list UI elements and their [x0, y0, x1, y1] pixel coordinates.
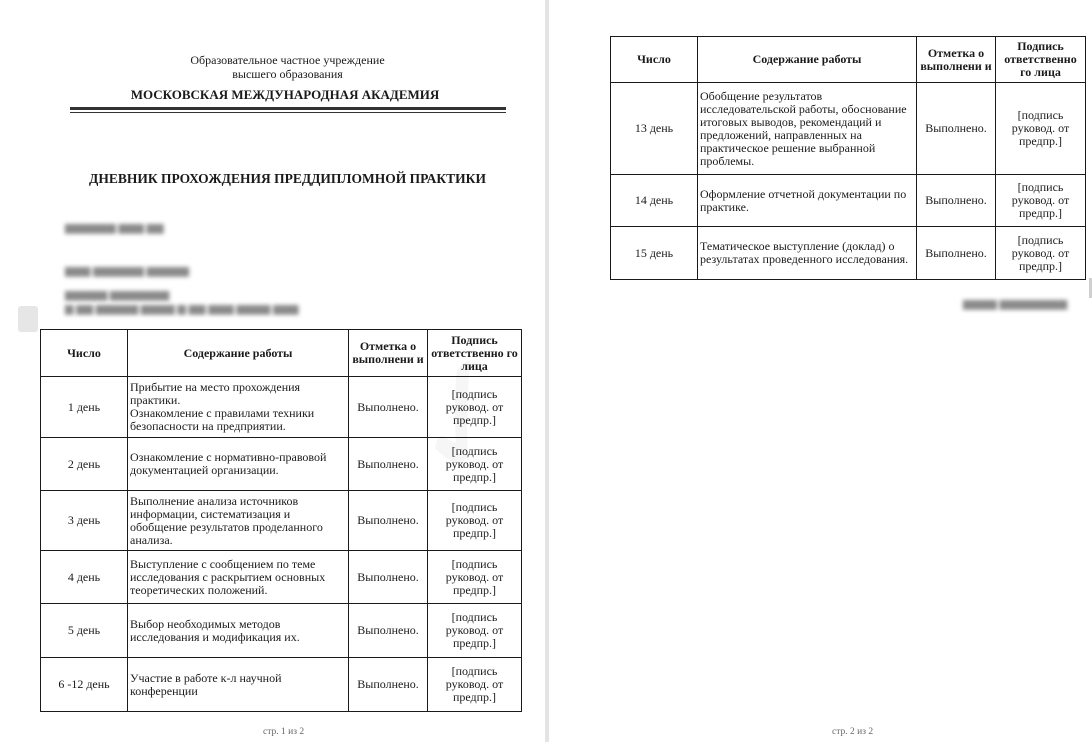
table-row	[41, 438, 522, 491]
header-date: Число	[611, 37, 698, 83]
academy-name: МОСКОВСКАЯ МЕЖДУНАРОДНАЯ АКАДЕМИЯ	[130, 87, 440, 102]
page-number: стр. 2 из 2	[832, 727, 874, 737]
mark-cell: Выполнено.	[917, 83, 996, 175]
header-content: Содержание работы	[128, 330, 349, 377]
mark-cell: Выполнено.	[349, 658, 428, 712]
header-mark: Отметка о выполнени и	[349, 330, 428, 377]
table-header-row	[611, 37, 1086, 83]
sign-cell: [подпись руковод. от предпр.]	[996, 175, 1086, 227]
header-thick-rule	[70, 107, 506, 110]
day-cell: 15 день	[611, 227, 698, 280]
table-row	[41, 604, 522, 658]
sign-cell: [подпись руковод. от предпр.]	[428, 604, 522, 658]
header-mark: Отметка о выполнени и	[917, 37, 996, 83]
header-content: Содержание работы	[698, 37, 917, 83]
content-cell: Выступление с сообщением по теме исследования с раскрытием основных теоретических положений.	[128, 551, 349, 604]
table-row	[611, 175, 1086, 227]
table-row	[611, 83, 1086, 175]
mark-cell: Выполнено.	[349, 551, 428, 604]
sign-cell: [подпись руковод. от предпр.]	[428, 551, 522, 604]
redacted-line: ▆▆▆ ▆▆▆▆▆▆ ▆▆▆▆▆	[65, 265, 189, 277]
day-cell: 3 день	[41, 491, 128, 551]
mark-cell: Выполнено.	[349, 604, 428, 658]
document-title: ДНЕВНИК ПРОХОЖДЕНИЯ ПРЕДДИПЛОМНОЙ ПРАКТИКИ	[89, 171, 486, 186]
sign-cell: [подпись руковод. от предпр.]	[428, 491, 522, 551]
content-cell: Прибытие на место прохождения практики. Ознакомление с правилами техники безопасности на предприятии.	[128, 377, 349, 438]
content-cell: Обобщение результатов исследовательской работы, обоснование итоговых выводов, рекомендаций и предложений, направленных на практическое решение выбранной проблемы.	[698, 83, 917, 175]
table-row	[41, 377, 522, 438]
mark-cell: Выполнено.	[349, 491, 428, 551]
redacted-line: ▆▆▆▆▆ ▆▆▆▆▆▆▆	[65, 289, 170, 301]
mark-cell: Выполнено.	[349, 377, 428, 438]
day-cell: 14 день	[611, 175, 698, 227]
page-number: стр. 1 из 2	[263, 727, 305, 737]
content-cell: Тематическое выступление (доклад) о результатах проведенного исследования.	[698, 227, 917, 280]
day-cell: 6 -12 день	[41, 658, 128, 712]
content-cell: Ознакомление с нормативно-правовой документацией организации.	[128, 438, 349, 491]
day-cell: 2 день	[41, 438, 128, 491]
redacted-line: ▆▆▆▆▆▆ ▆▆▆ ▆▆	[65, 222, 164, 234]
sign-cell: [подпись руковод. от предпр.]	[996, 83, 1086, 175]
mark-cell: Выполнено.	[349, 438, 428, 491]
header-sign: Подпись ответственно го лица	[996, 37, 1086, 83]
content-cell: Участие в работе к-л научной конференции	[128, 658, 349, 712]
content-cell: Выполнение анализа источников информации, систематизация и обобщение результатов проделанного анализа.	[128, 491, 349, 551]
sign-cell: [подпись руковод. от предпр.]	[428, 438, 522, 491]
practice-diary-table-continued	[610, 36, 1086, 280]
content-cell: Выбор необходимых методов исследования и модификация их.	[128, 604, 349, 658]
institution-type: Образовательное частное учреждение	[190, 53, 385, 67]
sign-cell: [подпись руковод. от предпр.]	[428, 377, 522, 438]
table-row	[611, 227, 1086, 280]
day-cell: 4 день	[41, 551, 128, 604]
table-row	[41, 491, 522, 551]
sign-cell: [подпись руковод. от предпр.]	[996, 227, 1086, 280]
header-sign: Подпись ответственно го лица	[428, 330, 522, 377]
redacted-line: ▆ ▆▆ ▆▆▆▆▆ ▆▆▆▆ ▆ ▆▆ ▆▆▆ ▆▆▆▆ ▆▆▆	[65, 303, 299, 315]
mark-cell: Выполнено.	[917, 227, 996, 280]
sign-cell: [подпись руковод. от предпр.]	[428, 658, 522, 712]
institution-level: высшего образования	[232, 67, 343, 81]
table-row	[41, 658, 522, 712]
header-thin-rule	[70, 112, 506, 113]
header-date: Число	[41, 330, 128, 377]
content-cell: Оформление отчетной документации по практике.	[698, 175, 917, 227]
table-row	[41, 551, 522, 604]
page-thumbnail-marker	[18, 306, 38, 332]
table-header-row	[41, 330, 522, 377]
redacted-line: ▆▆▆▆ ▆▆▆▆▆▆▆▆	[963, 298, 1068, 310]
mark-cell: Выполнено.	[917, 175, 996, 227]
document-page-1	[0, 0, 545, 742]
practice-diary-table	[40, 329, 522, 712]
day-cell: 13 день	[611, 83, 698, 175]
day-cell: 1 день	[41, 377, 128, 438]
day-cell: 5 день	[41, 604, 128, 658]
